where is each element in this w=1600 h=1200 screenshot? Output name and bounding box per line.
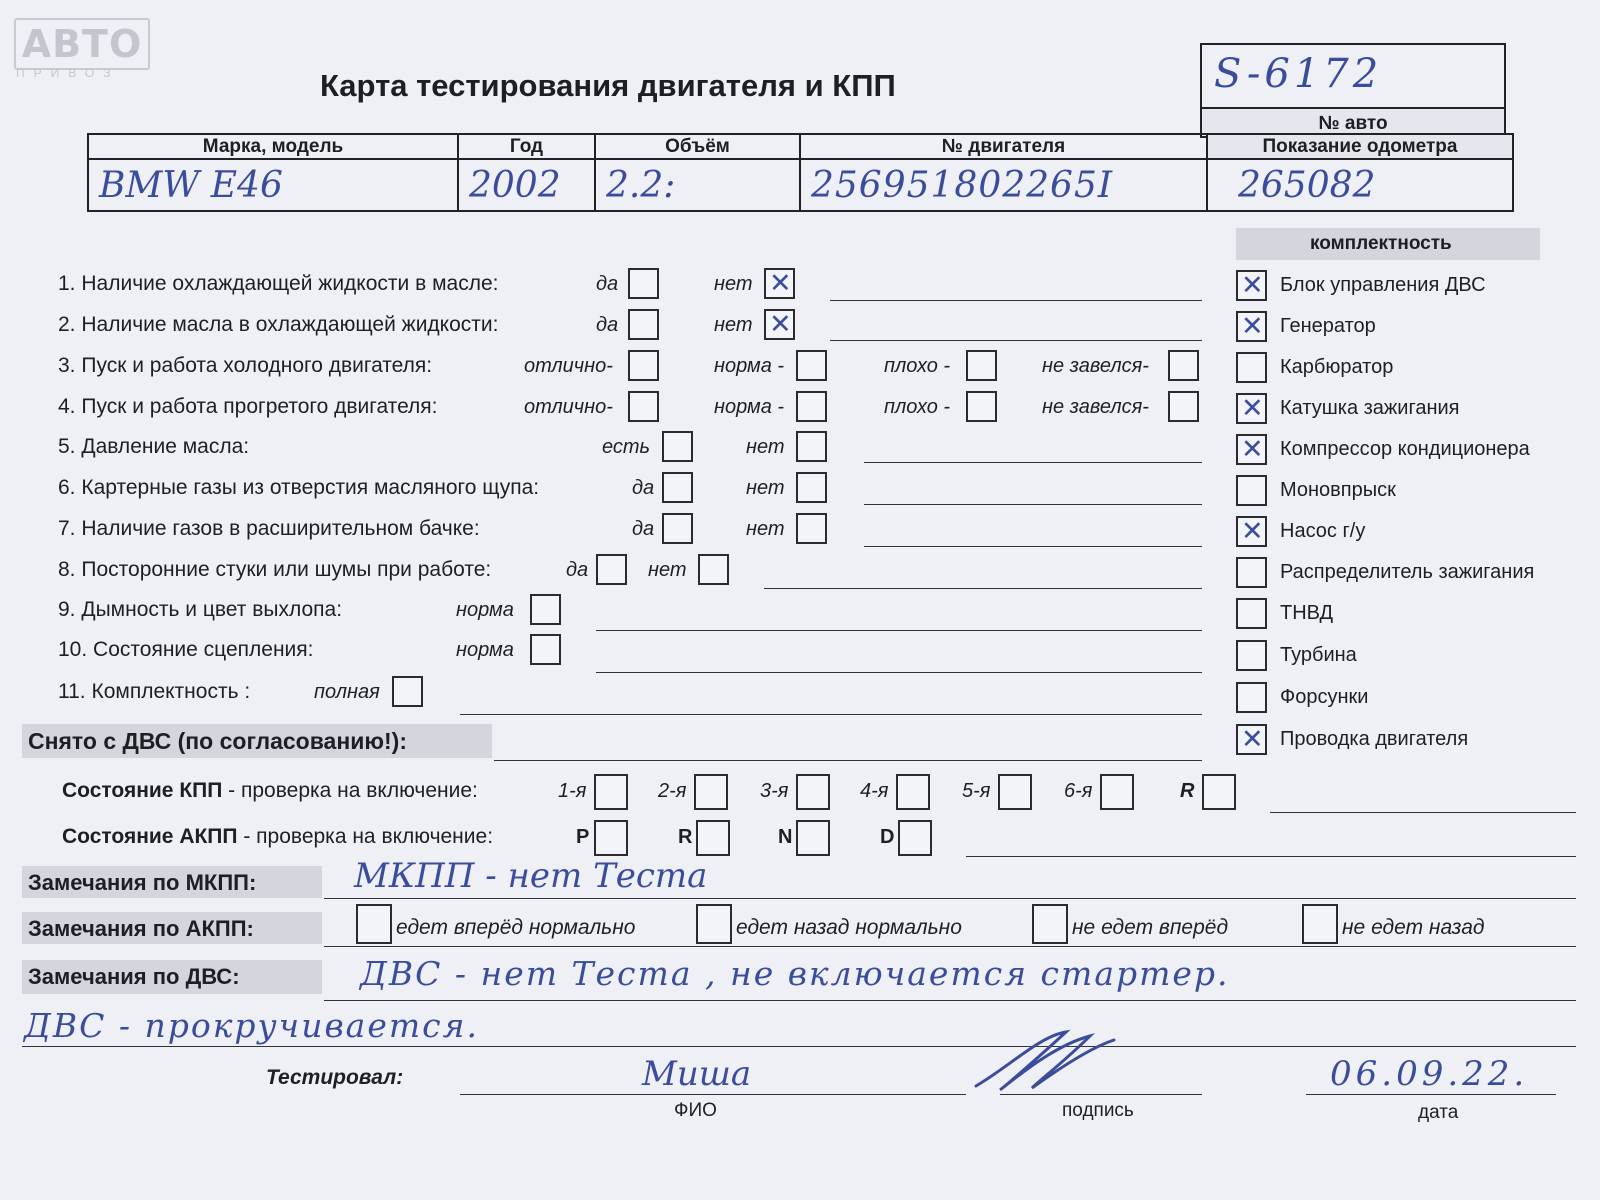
odometer-value: 265082 xyxy=(1207,159,1513,211)
notes-line xyxy=(830,300,1202,301)
completeness-label: Блок управления ДВС xyxy=(1280,274,1486,296)
signature-line xyxy=(1000,1094,1202,1095)
opt-label: да xyxy=(596,314,619,336)
opt-label: есть xyxy=(602,436,651,458)
checkbox-akpp-no-forward[interactable] xyxy=(1032,904,1068,944)
completeness-label: Распределитель зажигания xyxy=(1280,561,1535,583)
completeness-title: комплектность xyxy=(1310,233,1452,254)
opt-label: да xyxy=(566,559,589,581)
completeness-label: Проводка двигателя xyxy=(1280,728,1469,750)
gear-label: R xyxy=(1180,780,1195,802)
checkbox-oil-in-coolant-no[interactable] xyxy=(764,309,795,340)
completeness-label: Насос г/у xyxy=(1280,520,1366,542)
check-num: 5. xyxy=(58,435,76,458)
checkbox-exhaust-normal[interactable] xyxy=(530,594,561,625)
check-label: Комплектность : xyxy=(91,680,251,703)
completeness-label: Катушка зажигания xyxy=(1280,397,1460,419)
logo-text: АВТО xyxy=(21,22,143,66)
checkbox-crankcase-gases-no[interactable] xyxy=(796,472,827,503)
auto-number-value: S-6172 xyxy=(1214,51,1383,97)
opt-label: нет xyxy=(746,477,785,499)
akpp-option-label: едет назад нормально xyxy=(736,916,962,939)
opt-label: нет xyxy=(648,559,687,581)
year-value: 2002 xyxy=(458,159,595,211)
akpp-remarks-label: Замечания по АКПП: xyxy=(28,916,254,941)
auto-number-box xyxy=(1200,43,1506,138)
removed-line xyxy=(494,760,1202,761)
checkbox-warm-start-excellent[interactable] xyxy=(628,391,659,422)
check-label: Картерные газы из отверстия масляного щупа: xyxy=(81,476,540,499)
completeness-label: Моновпрыск xyxy=(1280,479,1396,501)
completeness-label: Генератор xyxy=(1280,315,1376,337)
checkbox-noises-yes[interactable] xyxy=(596,554,627,585)
opt-label: норма xyxy=(456,599,514,621)
mkpp-remarks-line xyxy=(324,898,1576,899)
checkbox-mode-p[interactable] xyxy=(594,820,628,856)
akpp-label: Состояние АКПП xyxy=(62,825,238,848)
akpp-notes-line xyxy=(966,856,1576,857)
header-col-year: Год xyxy=(458,134,595,159)
dvs-remarks-label: Замечания по ДВС: xyxy=(28,964,240,989)
header-col-odometer: Показание одометра xyxy=(1207,134,1513,159)
opt-label: да xyxy=(632,477,655,499)
checkbox-distributor[interactable] xyxy=(1236,557,1267,588)
checkbox-coolant-in-oil-yes[interactable] xyxy=(628,268,659,299)
volume-value: 2.2: xyxy=(595,159,800,211)
check-label: Дымность и цвет выхлопа: xyxy=(81,598,343,621)
completeness-label: Компрессор кондиционера xyxy=(1280,438,1530,460)
check-label: Пуск и работа холодного двигателя: xyxy=(81,354,433,377)
dvs-remarks-line-1 xyxy=(324,1000,1576,1001)
engine-number-value: 256951802265I xyxy=(800,159,1207,211)
opt-label: не завелся- xyxy=(1042,355,1149,377)
check-label: Состояние сцепления: xyxy=(93,638,314,661)
akpp-option-label: не едет вперёд xyxy=(1072,916,1229,939)
opt-label: нет xyxy=(714,314,753,336)
signature-label: подпись xyxy=(1062,1100,1134,1121)
checkbox-oil-pressure-no[interactable] xyxy=(796,431,827,462)
akpp-option-label: едет вперёд нормально xyxy=(396,916,636,939)
checkbox-coolant-in-oil-no[interactable] xyxy=(764,268,795,299)
mkpp-remarks-label: Замечания по МКПП: xyxy=(28,870,257,895)
checkbox-expansion-gases-no[interactable] xyxy=(796,513,827,544)
check-label: Пуск и работа прогретого двигателя: xyxy=(81,395,438,418)
check-num: 10. xyxy=(58,638,88,661)
checkbox-gear-1[interactable] xyxy=(594,774,628,810)
dvs-remarks-line-2 xyxy=(22,1046,1576,1047)
notes-line xyxy=(830,340,1202,341)
opt-label: нет xyxy=(746,436,785,458)
check-label: Наличие масла в охлаждающей жидкости: xyxy=(81,313,499,336)
notes-line xyxy=(596,672,1202,673)
akpp-option-label: не едет назад xyxy=(1342,916,1485,939)
checkbox-power-steering-pump[interactable] xyxy=(1236,516,1267,547)
checkbox-injectors[interactable] xyxy=(1236,682,1267,713)
notes-line xyxy=(764,588,1202,589)
check-label: Наличие охлаждающей жидкости в масле: xyxy=(81,272,499,295)
opt-label: норма - xyxy=(714,396,785,418)
check-num: 11. xyxy=(58,680,86,703)
mode-label: R xyxy=(678,826,693,848)
gear-label: 6-я xyxy=(1064,780,1093,802)
fio-line xyxy=(460,1094,966,1095)
checkbox-complete-full[interactable] xyxy=(392,676,423,707)
checkbox-ecu[interactable] xyxy=(1236,270,1267,301)
header-col-volume: Объём xyxy=(595,134,800,159)
checkbox-oil-in-coolant-yes[interactable] xyxy=(628,309,659,340)
checkbox-clutch-normal[interactable] xyxy=(530,634,561,665)
check-num: 8. xyxy=(58,558,76,581)
opt-label: да xyxy=(632,518,655,540)
checkbox-gear-4[interactable] xyxy=(896,774,930,810)
opt-label: нет xyxy=(714,273,753,295)
checkbox-mode-r[interactable] xyxy=(696,820,730,856)
checkbox-akpp-no-reverse[interactable] xyxy=(1302,904,1338,944)
notes-line xyxy=(596,630,1202,631)
checkbox-gear-2[interactable] xyxy=(694,774,728,810)
header-col-model: Марка, модель xyxy=(88,134,458,159)
checkbox-gear-5[interactable] xyxy=(998,774,1032,810)
notes-line xyxy=(864,546,1202,547)
completeness-label: Турбина xyxy=(1280,644,1357,666)
opt-label: плохо - xyxy=(884,355,951,377)
notes-line xyxy=(864,462,1202,463)
opt-label: полная xyxy=(314,681,380,703)
dvs-remarks-text-1: ДВС - нет Теста , не включается стартер. xyxy=(360,954,1230,993)
gear-label: 1-я xyxy=(558,780,587,802)
checkbox-turbo[interactable] xyxy=(1236,640,1267,671)
opt-label: не завелся- xyxy=(1042,396,1149,418)
checkbox-ac-compressor[interactable] xyxy=(1236,434,1267,465)
checkbox-noises-no[interactable] xyxy=(698,554,729,585)
kpp-label-suffix: - проверка на включение: xyxy=(222,779,478,802)
check-num: 4. xyxy=(58,395,76,418)
checkbox-mode-d[interactable] xyxy=(898,820,932,856)
checkbox-akpp-forward-ok[interactable] xyxy=(356,904,392,944)
kpp-notes-line xyxy=(1270,812,1576,813)
header-col-engine-no: № двигателя xyxy=(800,134,1207,159)
model-value: BMW E46 xyxy=(88,159,458,211)
completeness-label: Карбюратор xyxy=(1280,356,1394,378)
opt-label: норма xyxy=(456,639,514,661)
checkbox-expansion-gases-yes[interactable] xyxy=(662,513,693,544)
gear-label: 3-я xyxy=(760,780,789,802)
gear-label: 2-я xyxy=(658,780,687,802)
page-title: Карта тестирования двигателя и КПП xyxy=(320,68,896,103)
checkbox-warm-start-bad[interactable] xyxy=(966,391,997,422)
completeness-label: ТНВД xyxy=(1280,602,1334,624)
tester-name-value: Миша xyxy=(642,1054,752,1094)
checkbox-akpp-reverse-ok[interactable] xyxy=(696,904,732,944)
test-date-value: 06.09.22. xyxy=(1330,1054,1529,1094)
signature-scribble xyxy=(970,1026,1120,1098)
checkbox-gear-3[interactable] xyxy=(796,774,830,810)
check-label: Давление масла: xyxy=(81,435,250,458)
mode-label: P xyxy=(576,826,590,848)
checkbox-cold-start-normal[interactable] xyxy=(796,350,827,381)
checkbox-alternator[interactable] xyxy=(1236,311,1267,342)
checkbox-ignition-coil[interactable] xyxy=(1236,393,1267,424)
auto-number-label: № авто xyxy=(1202,107,1504,135)
checkbox-cold-start-excellent[interactable] xyxy=(628,350,659,381)
logo-subtitle: ПРИВОЗ xyxy=(16,66,120,80)
gear-label: 4-я xyxy=(860,780,889,802)
check-num: 7. xyxy=(58,517,76,540)
opt-label: нет xyxy=(746,518,785,540)
check-num: 6. xyxy=(58,476,76,499)
check-label: Наличие газов в расширительном бачке: xyxy=(81,517,480,540)
checkbox-warm-start-normal[interactable] xyxy=(796,391,827,422)
check-num: 3. xyxy=(58,354,76,377)
completeness-label: Форсунки xyxy=(1280,686,1369,708)
checkbox-mono-injection[interactable] xyxy=(1236,475,1267,506)
akpp-label-suffix: - проверка на включение: xyxy=(237,825,494,848)
checkbox-carburetor[interactable] xyxy=(1236,352,1267,383)
checkbox-engine-wiring[interactable] xyxy=(1236,724,1267,755)
opt-label: отлично- xyxy=(524,355,613,377)
checkbox-gear-6[interactable] xyxy=(1100,774,1134,810)
checkbox-injection-pump[interactable] xyxy=(1236,598,1267,629)
opt-label: норма - xyxy=(714,355,785,377)
logo xyxy=(14,18,150,70)
dvs-remarks-text-2: ДВС - прокручивается. xyxy=(24,1006,479,1045)
akpp-remarks-line xyxy=(324,946,1576,947)
kpp-label: Состояние КПП xyxy=(62,779,223,802)
check-num: 9. xyxy=(58,598,76,621)
check-num: 1. xyxy=(58,272,76,295)
check-num: 2. xyxy=(58,313,76,336)
gear-label: 5-я xyxy=(962,780,991,802)
fio-label: ФИО xyxy=(674,1100,717,1121)
opt-label: отлично- xyxy=(524,396,613,418)
checkbox-warm-start-failed[interactable] xyxy=(1168,391,1199,422)
vehicle-header-table xyxy=(87,133,1514,212)
date-label: дата xyxy=(1418,1102,1459,1123)
opt-label: плохо - xyxy=(884,396,951,418)
checkbox-cold-start-bad[interactable] xyxy=(966,350,997,381)
checkbox-cold-start-failed[interactable] xyxy=(1168,350,1199,381)
tested-by-label: Тестировал: xyxy=(266,1066,404,1089)
mode-label: N xyxy=(778,826,793,848)
checkbox-oil-pressure-yes[interactable] xyxy=(662,431,693,462)
checkbox-gear-r[interactable] xyxy=(1202,774,1236,810)
date-line xyxy=(1306,1094,1556,1095)
removed-label: Снято с ДВС (по согласованию!): xyxy=(28,728,407,754)
mode-label: D xyxy=(880,826,895,848)
notes-line xyxy=(864,504,1202,505)
checkbox-mode-n[interactable] xyxy=(796,820,830,856)
notes-line xyxy=(460,714,1202,715)
checkbox-crankcase-gases-yes[interactable] xyxy=(662,472,693,503)
opt-label: да xyxy=(596,273,619,295)
check-label: Посторонние стуки или шумы при работе: xyxy=(81,558,492,581)
mkpp-remarks-text: МКПП - нет Теста xyxy=(354,856,708,896)
